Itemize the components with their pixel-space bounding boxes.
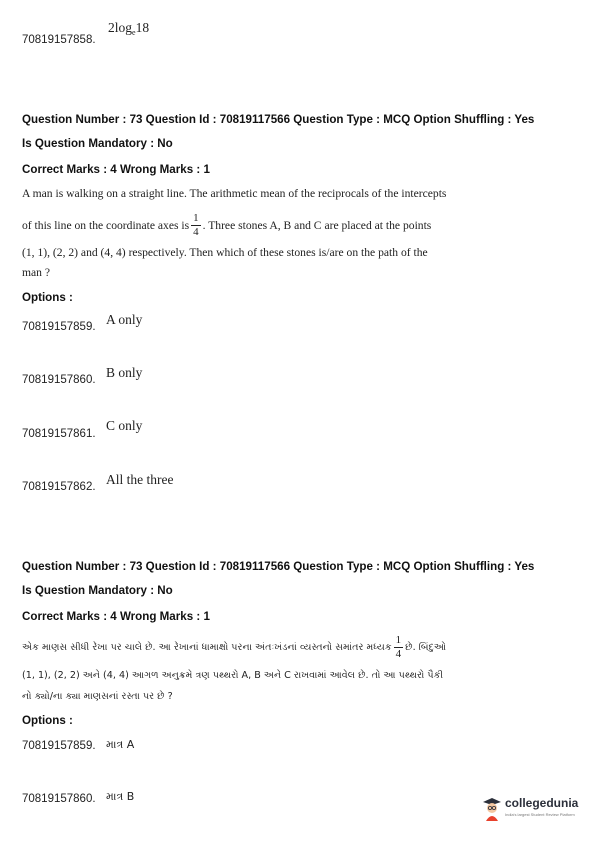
fraction-denominator: 4 [395,647,402,660]
option-text: માત્ર B [106,790,135,803]
option-text: A only [106,312,143,327]
logo-tagline: India's largest Student Review Platform [505,812,575,817]
question-text-line: નો ક્યો/ના ક્યા માણસનાં રસ્તા પર છે ? [22,691,173,702]
fraction-numerator: 1 [193,211,199,224]
question-text-segment: એક માણસ સીધી રેખા પર ચાલે છે. આ રેખાનાં ધામાક્ષો પરના અંતઃખંડનાં વ્યસ્તનો સમાંતર મધ્યક [22,641,392,653]
option-text-tail: 18 [135,20,150,35]
option-text: B only [106,365,143,380]
question-mandatory: Is Question Mandatory : No [22,584,173,597]
question-marks: Correct Marks : 4 Wrong Marks : 1 [22,610,210,623]
collegedunia-logo [481,794,581,824]
option-id: 70819157859. [22,740,96,752]
option-text [108,20,149,37]
question-text-line: A man is walking on a straight line. The arithmetic mean of the reciprocals of the intercepts [22,187,447,200]
question-header: Question Number : 73 Question Id : 70819117566 Question Type : MCQ Option Shuffling : Yes [22,560,535,573]
option-id: 70819157862. [22,481,96,493]
question-header: Question Number : 73 Question Id : 70819117566 Question Type : MCQ Option Shuffling : Yes [22,113,535,126]
options-label: Options : [22,714,73,727]
question-marks: Correct Marks : 4 Wrong Marks : 1 [22,163,210,176]
fraction-numerator: 1 [395,633,402,646]
option-text: All the three [106,472,174,487]
student-mascot-icon [481,796,503,822]
option-text-main: 2log [108,20,133,35]
option-id: 70819157861. [22,428,96,440]
question-mandatory: Is Question Mandatory : No [22,137,173,150]
question-text-line: (1, 1), (2, 2) and (4, 4) respectively. Then which of these stones is/are on the path of the [22,246,428,259]
question-text-line [22,632,446,662]
option-text-sub: e [132,28,136,37]
option-text: C only [106,418,143,433]
fraction [394,635,404,660]
fraction [191,213,201,238]
option-id: 70819157860. [22,793,96,805]
option-text: માત્ર A [106,738,135,751]
question-text-segment: . Three stones A, B and C are placed at the points [202,218,432,232]
option-id: 70819157859. [22,321,96,333]
question-text-line: (1, 1), (2, 2) અને (4, 4) આગળ અનુક્રમે ત્રણ પથ્થરો A, B અને C રાખવામાં આવેલ છે. તો આ પથ્થરો પૈકી [22,670,444,681]
option-id: 70819157858. [22,34,96,46]
question-text-segment: of this line on the coordinate axes is [22,218,190,232]
fraction-denominator: 4 [193,225,199,238]
question-text-line [22,210,431,240]
options-label: Options : [22,291,73,304]
option-id: 70819157860. [22,374,96,386]
question-text-segment: છે. બિંદુઓ [405,641,447,653]
logo-wordmark: collegedunia [505,796,579,810]
question-text-line: man ? [22,266,51,279]
